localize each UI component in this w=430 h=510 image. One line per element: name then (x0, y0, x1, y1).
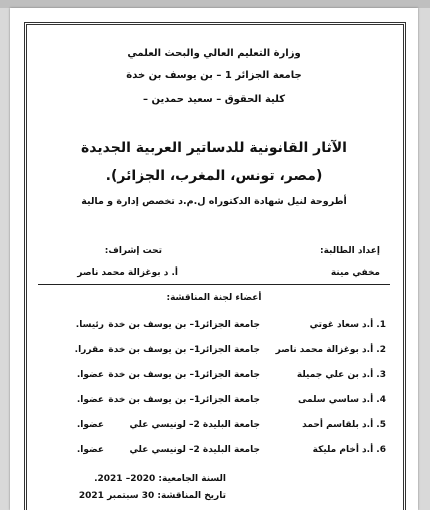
thesis-countries: (مصر، تونس، المغرب، الجزائر). (105, 168, 323, 184)
supervisor-name: أ. د بوغزالة محمد ناصر (77, 268, 178, 278)
ministry-line: وزارة التعليم العالي والبحث العلمي (127, 48, 301, 59)
member-name: 2. أ.د بوغزالة محمد ناصر (275, 345, 386, 355)
committee-row (44, 320, 386, 334)
member-role: رئيسا. (75, 320, 104, 330)
member-university: جامعة الجزائر1– بن يوسف بن خدة (108, 345, 260, 355)
member-name: 5. أ.د بلقاسم أحمد (302, 420, 386, 430)
defense-date: تاريخ المناقشة: 30 سبتمبر 2021 (78, 491, 226, 501)
member-role: عضوا. (76, 445, 104, 455)
member-university: جامعة البليدة 2– لونيسي علي (129, 445, 260, 455)
prepared-label: إعداد الطالبة: (320, 246, 380, 256)
supervision-label: تحت إشراف: (104, 246, 162, 256)
member-university: جامعة الجزائر1– بن يوسف بن خدة (108, 395, 260, 405)
member-role: عضوا. (76, 420, 104, 430)
member-name: 6. أ.د أخام مليكة (312, 445, 386, 455)
faculty-line: كلية الحقوق – سعيد حمدين – (142, 94, 286, 105)
university-line: جامعة الجزائر 1 – بن يوسف بن خدة (126, 70, 302, 81)
member-university: جامعة الجزائر1– بن يوسف بن خدة (108, 370, 260, 380)
academic-year: السنة الجامعية: 2020– 2021. (94, 474, 226, 484)
member-role: عضوا. (76, 370, 104, 380)
member-role: عضوا. (76, 395, 104, 405)
thesis-title: الآثار القانونية للدساتير العربية الجديدة (81, 140, 347, 156)
member-name: 1. أ.د سعاد غوتي (309, 320, 386, 330)
member-university: جامعة البليدة 2– لونيسي علي (129, 420, 260, 430)
document-page (10, 8, 418, 510)
divider (38, 284, 390, 285)
member-name: 4. أ.د ساسي سلمى (297, 395, 386, 405)
committee-heading: أعضاء لجنة المناقشة: (166, 293, 262, 303)
viewer-toolbar (0, 0, 430, 8)
member-university: جامعة الجزائر1– بن يوسف بن خدة (108, 320, 260, 330)
committee-row (44, 395, 386, 409)
member-name: 3. أ.د بن علي جميلة (296, 370, 386, 380)
student-name: مخفي مينة (330, 268, 380, 278)
member-role: مقررا. (74, 345, 104, 355)
degree-line: أطروحة لنيل شهادة الدكتوراه ل.م.د تخصص إدارة و مالية (81, 196, 347, 207)
committee-row (44, 345, 386, 359)
committee-row (44, 370, 386, 384)
committee-row (44, 420, 386, 434)
committee-row (44, 445, 386, 459)
